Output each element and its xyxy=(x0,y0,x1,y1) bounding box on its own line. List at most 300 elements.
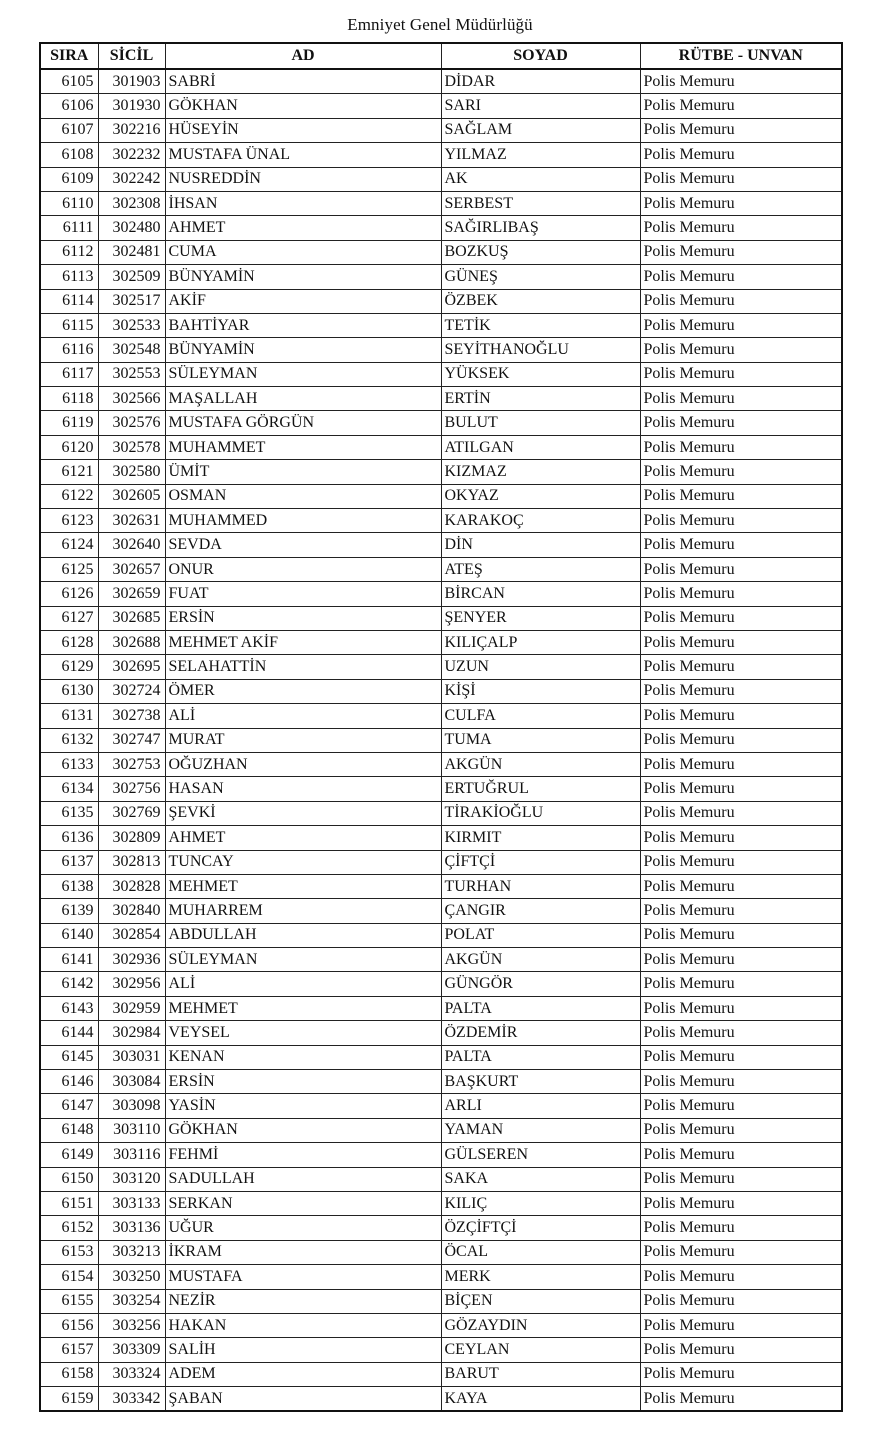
rutbe-unvan-cell: Polis Memuru xyxy=(640,313,842,337)
table-row xyxy=(40,752,842,776)
table-row xyxy=(40,216,842,240)
rutbe-unvan-cell: Polis Memuru xyxy=(640,899,842,923)
table-row xyxy=(40,313,842,337)
sira-cell: 6125 xyxy=(40,557,98,581)
table-row xyxy=(40,533,842,557)
sira-cell: 6141 xyxy=(40,948,98,972)
soyad-cell: GÖZAYDIN xyxy=(441,1313,640,1337)
rutbe-unvan-cell: Polis Memuru xyxy=(640,996,842,1020)
sicil-cell: 303213 xyxy=(98,1240,165,1264)
table-row xyxy=(40,362,842,386)
sira-cell: 6148 xyxy=(40,1118,98,1142)
sicil-cell: 302533 xyxy=(98,313,165,337)
ad-cell: GÖKHAN xyxy=(165,1118,441,1142)
ad-cell: MUHARREM xyxy=(165,899,441,923)
ad-cell: HASAN xyxy=(165,777,441,801)
ad-cell: ÜMİT xyxy=(165,460,441,484)
sira-cell: 6158 xyxy=(40,1362,98,1386)
rutbe-unvan-cell: Polis Memuru xyxy=(640,143,842,167)
table-row xyxy=(40,1118,842,1142)
ad-cell: UĞUR xyxy=(165,1216,441,1240)
sicil-cell: 303133 xyxy=(98,1191,165,1215)
ad-cell: SABRİ xyxy=(165,69,441,94)
table-row xyxy=(40,704,842,728)
table-row xyxy=(40,948,842,972)
rutbe-unvan-cell: Polis Memuru xyxy=(640,948,842,972)
table-row xyxy=(40,118,842,142)
rutbe-unvan-cell: Polis Memuru xyxy=(640,1216,842,1240)
soyad-cell: SAĞIRLIBAŞ xyxy=(441,216,640,240)
sicil-cell: 302605 xyxy=(98,484,165,508)
rutbe-unvan-cell: Polis Memuru xyxy=(640,704,842,728)
sicil-cell: 303254 xyxy=(98,1289,165,1313)
table-row xyxy=(40,411,842,435)
ad-cell: AHMET xyxy=(165,826,441,850)
table-row xyxy=(40,460,842,484)
sira-cell: 6111 xyxy=(40,216,98,240)
table-row xyxy=(40,850,842,874)
sira-cell: 6133 xyxy=(40,752,98,776)
sira-cell: 6155 xyxy=(40,1289,98,1313)
ad-cell: ALİ xyxy=(165,704,441,728)
soyad-cell: KIRMIT xyxy=(441,826,640,850)
sicil-cell: 302688 xyxy=(98,630,165,654)
table-row xyxy=(40,1240,842,1264)
table-row xyxy=(40,1289,842,1313)
ad-cell: VEYSEL xyxy=(165,1021,441,1045)
rutbe-unvan-cell: Polis Memuru xyxy=(640,801,842,825)
sira-cell: 6118 xyxy=(40,387,98,411)
table-row xyxy=(40,1094,842,1118)
table-row xyxy=(40,1313,842,1337)
sicil-cell: 302959 xyxy=(98,996,165,1020)
ad-cell: YASİN xyxy=(165,1094,441,1118)
table-row xyxy=(40,1070,842,1094)
sira-cell: 6132 xyxy=(40,728,98,752)
rutbe-unvan-cell: Polis Memuru xyxy=(640,533,842,557)
sira-cell: 6139 xyxy=(40,899,98,923)
sira-cell: 6147 xyxy=(40,1094,98,1118)
sira-cell: 6110 xyxy=(40,191,98,215)
sicil-cell: 302813 xyxy=(98,850,165,874)
ad-cell: ŞABAN xyxy=(165,1387,441,1412)
sira-cell: 6135 xyxy=(40,801,98,825)
sicil-cell: 302631 xyxy=(98,509,165,533)
sicil-cell: 303256 xyxy=(98,1313,165,1337)
table-row xyxy=(40,1167,842,1191)
sicil-cell: 302548 xyxy=(98,338,165,362)
ad-cell: MUSTAFA xyxy=(165,1265,441,1289)
table-row xyxy=(40,143,842,167)
sira-cell: 6123 xyxy=(40,509,98,533)
ad-cell: SELAHATTİN xyxy=(165,655,441,679)
rutbe-unvan-cell: Polis Memuru xyxy=(640,411,842,435)
rutbe-unvan-cell: Polis Memuru xyxy=(640,1338,842,1362)
ad-cell: SADULLAH xyxy=(165,1167,441,1191)
rutbe-unvan-cell: Polis Memuru xyxy=(640,728,842,752)
sira-cell: 6146 xyxy=(40,1070,98,1094)
soyad-cell: UZUN xyxy=(441,655,640,679)
soyad-cell: AKGÜN xyxy=(441,948,640,972)
sira-cell: 6136 xyxy=(40,826,98,850)
soyad-cell: SAKA xyxy=(441,1167,640,1191)
sicil-cell: 302840 xyxy=(98,899,165,923)
sira-cell: 6151 xyxy=(40,1191,98,1215)
table-row xyxy=(40,1338,842,1362)
sicil-cell: 303110 xyxy=(98,1118,165,1142)
table-body xyxy=(40,69,842,1411)
sicil-cell: 302308 xyxy=(98,191,165,215)
soyad-cell: ÇİFTÇİ xyxy=(441,850,640,874)
soyad-cell: MERK xyxy=(441,1265,640,1289)
sira-cell: 6140 xyxy=(40,923,98,947)
table-row xyxy=(40,777,842,801)
ad-cell: MEHMET xyxy=(165,874,441,898)
table-row xyxy=(40,94,842,118)
document-title: Emniyet Genel Müdürlüğü xyxy=(347,15,533,34)
ad-cell: MUSTAFA ÜNAL xyxy=(165,143,441,167)
sicil-cell: 303116 xyxy=(98,1143,165,1167)
table-row xyxy=(40,509,842,533)
sira-cell: 6157 xyxy=(40,1338,98,1362)
soyad-cell: KILIÇ xyxy=(441,1191,640,1215)
rutbe-unvan-cell: Polis Memuru xyxy=(640,338,842,362)
rutbe-unvan-cell: Polis Memuru xyxy=(640,265,842,289)
rutbe-unvan-cell: Polis Memuru xyxy=(640,582,842,606)
ad-cell: MUSTAFA GÖRGÜN xyxy=(165,411,441,435)
sira-cell: 6152 xyxy=(40,1216,98,1240)
soyad-cell: DİDAR xyxy=(441,69,640,94)
ad-cell: KENAN xyxy=(165,1045,441,1069)
soyad-cell: ŞENYER xyxy=(441,606,640,630)
rutbe-unvan-cell: Polis Memuru xyxy=(640,850,842,874)
ad-cell: ALİ xyxy=(165,972,441,996)
soyad-cell: ATEŞ xyxy=(441,557,640,581)
ad-cell: ABDULLAH xyxy=(165,923,441,947)
table-row xyxy=(40,1387,842,1412)
sira-cell: 6153 xyxy=(40,1240,98,1264)
ad-cell: SÜLEYMAN xyxy=(165,362,441,386)
sicil-cell: 302854 xyxy=(98,923,165,947)
table-row xyxy=(40,265,842,289)
rutbe-unvan-cell: Polis Memuru xyxy=(640,826,842,850)
soyad-cell: GÜNEŞ xyxy=(441,265,640,289)
soyad-cell: YAMAN xyxy=(441,1118,640,1142)
ad-cell: MUHAMMED xyxy=(165,509,441,533)
ad-cell: ADEM xyxy=(165,1362,441,1386)
ad-cell: GÖKHAN xyxy=(165,94,441,118)
rutbe-unvan-cell: Polis Memuru xyxy=(640,167,842,191)
soyad-cell: POLAT xyxy=(441,923,640,947)
rutbe-unvan-cell: Polis Memuru xyxy=(640,1387,842,1412)
table-row xyxy=(40,582,842,606)
sira-cell: 6113 xyxy=(40,265,98,289)
soyad-cell: PALTA xyxy=(441,996,640,1020)
table-row xyxy=(40,899,842,923)
ad-cell: SÜLEYMAN xyxy=(165,948,441,972)
rutbe-unvan-cell: Polis Memuru xyxy=(640,1070,842,1094)
ad-cell: İKRAM xyxy=(165,1240,441,1264)
sira-cell: 6114 xyxy=(40,289,98,313)
rutbe-unvan-cell: Polis Memuru xyxy=(640,509,842,533)
ad-cell: CUMA xyxy=(165,240,441,264)
sira-cell: 6138 xyxy=(40,874,98,898)
sicil-cell: 302509 xyxy=(98,265,165,289)
ad-cell: AKİF xyxy=(165,289,441,313)
table-row xyxy=(40,1265,842,1289)
ad-cell: ÖMER xyxy=(165,679,441,703)
soyad-cell: SAĞLAM xyxy=(441,118,640,142)
sira-cell: 6107 xyxy=(40,118,98,142)
soyad-cell: BULUT xyxy=(441,411,640,435)
header-sicil: SİCİL xyxy=(98,43,165,69)
ad-cell: BÜNYAMİN xyxy=(165,265,441,289)
rutbe-unvan-cell: Polis Memuru xyxy=(640,1118,842,1142)
ad-cell: FUAT xyxy=(165,582,441,606)
soyad-cell: ERTİN xyxy=(441,387,640,411)
rutbe-unvan-cell: Polis Memuru xyxy=(640,1362,842,1386)
sicil-cell: 302659 xyxy=(98,582,165,606)
personnel-table xyxy=(39,42,843,1412)
table-row xyxy=(40,728,842,752)
rutbe-unvan-cell: Polis Memuru xyxy=(640,484,842,508)
sira-cell: 6109 xyxy=(40,167,98,191)
header-sira: SIRA xyxy=(40,43,98,69)
sira-cell: 6150 xyxy=(40,1167,98,1191)
sira-cell: 6120 xyxy=(40,435,98,459)
rutbe-unvan-cell: Polis Memuru xyxy=(640,655,842,679)
soyad-cell: SEYİTHANOĞLU xyxy=(441,338,640,362)
ad-cell: ERSİN xyxy=(165,1070,441,1094)
sira-cell: 6106 xyxy=(40,94,98,118)
soyad-cell: CEYLAN xyxy=(441,1338,640,1362)
sicil-cell: 302984 xyxy=(98,1021,165,1045)
soyad-cell: KARAKOÇ xyxy=(441,509,640,533)
rutbe-unvan-cell: Polis Memuru xyxy=(640,240,842,264)
soyad-cell: KILIÇALP xyxy=(441,630,640,654)
table-row xyxy=(40,996,842,1020)
sira-cell: 6143 xyxy=(40,996,98,1020)
rutbe-unvan-cell: Polis Memuru xyxy=(640,435,842,459)
sira-cell: 6159 xyxy=(40,1387,98,1412)
soyad-cell: KIZMAZ xyxy=(441,460,640,484)
sira-cell: 6119 xyxy=(40,411,98,435)
sicil-cell: 302756 xyxy=(98,777,165,801)
rutbe-unvan-cell: Polis Memuru xyxy=(640,1021,842,1045)
sira-cell: 6108 xyxy=(40,143,98,167)
soyad-cell: TURHAN xyxy=(441,874,640,898)
sira-cell: 6124 xyxy=(40,533,98,557)
sira-cell: 6144 xyxy=(40,1021,98,1045)
soyad-cell: AK xyxy=(441,167,640,191)
table-row xyxy=(40,1021,842,1045)
sicil-cell: 302738 xyxy=(98,704,165,728)
ad-cell: NEZİR xyxy=(165,1289,441,1313)
rutbe-unvan-cell: Polis Memuru xyxy=(640,874,842,898)
soyad-cell: ARLI xyxy=(441,1094,640,1118)
table-row xyxy=(40,484,842,508)
sicil-cell: 303342 xyxy=(98,1387,165,1412)
table-row xyxy=(40,1362,842,1386)
table-row xyxy=(40,1143,842,1167)
sicil-cell: 302769 xyxy=(98,801,165,825)
sicil-cell: 302753 xyxy=(98,752,165,776)
sicil-cell: 303120 xyxy=(98,1167,165,1191)
rutbe-unvan-cell: Polis Memuru xyxy=(640,1167,842,1191)
ad-cell: SERKAN xyxy=(165,1191,441,1215)
sicil-cell: 302576 xyxy=(98,411,165,435)
rutbe-unvan-cell: Polis Memuru xyxy=(640,972,842,996)
sicil-cell: 302640 xyxy=(98,533,165,557)
sicil-cell: 302809 xyxy=(98,826,165,850)
soyad-cell: ÖZDEMİR xyxy=(441,1021,640,1045)
sicil-cell: 302747 xyxy=(98,728,165,752)
rutbe-unvan-cell: Polis Memuru xyxy=(640,630,842,654)
ad-cell: MUHAMMET xyxy=(165,435,441,459)
table-row xyxy=(40,606,842,630)
soyad-cell: ÖZÇİFTÇİ xyxy=(441,1216,640,1240)
rutbe-unvan-cell: Polis Memuru xyxy=(640,679,842,703)
rutbe-unvan-cell: Polis Memuru xyxy=(640,1143,842,1167)
sira-cell: 6128 xyxy=(40,630,98,654)
ad-cell: MEHMET xyxy=(165,996,441,1020)
soyad-cell: TETİK xyxy=(441,313,640,337)
soyad-cell: KİŞİ xyxy=(441,679,640,703)
sicil-cell: 302828 xyxy=(98,874,165,898)
table-row xyxy=(40,387,842,411)
rutbe-unvan-cell: Polis Memuru xyxy=(640,216,842,240)
ad-cell: SALİH xyxy=(165,1338,441,1362)
sicil-cell: 302566 xyxy=(98,387,165,411)
table-row xyxy=(40,1191,842,1215)
ad-cell: ŞEVKİ xyxy=(165,801,441,825)
table-row xyxy=(40,679,842,703)
soyad-cell: TİRAKİOĞLU xyxy=(441,801,640,825)
soyad-cell: GÜLSEREN xyxy=(441,1143,640,1167)
sicil-cell: 302578 xyxy=(98,435,165,459)
table-row xyxy=(40,826,842,850)
sicil-cell: 301903 xyxy=(98,69,165,94)
sicil-cell: 302242 xyxy=(98,167,165,191)
sira-cell: 6134 xyxy=(40,777,98,801)
ad-cell: NUSREDDİN xyxy=(165,167,441,191)
sira-cell: 6142 xyxy=(40,972,98,996)
header-soyad: SOYAD xyxy=(441,43,640,69)
sira-cell: 6105 xyxy=(40,69,98,94)
table-row xyxy=(40,655,842,679)
table-header-row xyxy=(40,43,842,69)
ad-cell: ONUR xyxy=(165,557,441,581)
rutbe-unvan-cell: Polis Memuru xyxy=(640,1240,842,1264)
sicil-cell: 302480 xyxy=(98,216,165,240)
table-row xyxy=(40,874,842,898)
sicil-cell: 303098 xyxy=(98,1094,165,1118)
rutbe-unvan-cell: Polis Memuru xyxy=(640,1045,842,1069)
rutbe-unvan-cell: Polis Memuru xyxy=(640,362,842,386)
sira-cell: 6121 xyxy=(40,460,98,484)
table-row xyxy=(40,289,842,313)
soyad-cell: SERBEST xyxy=(441,191,640,215)
sicil-cell: 302685 xyxy=(98,606,165,630)
ad-cell: MEHMET AKİF xyxy=(165,630,441,654)
soyad-cell: YILMAZ xyxy=(441,143,640,167)
table-row xyxy=(40,69,842,94)
sira-cell: 6126 xyxy=(40,582,98,606)
ad-cell: BÜNYAMİN xyxy=(165,338,441,362)
ad-cell: HÜSEYİN xyxy=(165,118,441,142)
sicil-cell: 302481 xyxy=(98,240,165,264)
sicil-cell: 303309 xyxy=(98,1338,165,1362)
ad-cell: HAKAN xyxy=(165,1313,441,1337)
sira-cell: 6149 xyxy=(40,1143,98,1167)
sicil-cell: 302936 xyxy=(98,948,165,972)
soyad-cell: BAŞKURT xyxy=(441,1070,640,1094)
rutbe-unvan-cell: Polis Memuru xyxy=(640,387,842,411)
sira-cell: 6127 xyxy=(40,606,98,630)
ad-cell: İHSAN xyxy=(165,191,441,215)
sicil-cell: 302956 xyxy=(98,972,165,996)
sira-cell: 6115 xyxy=(40,313,98,337)
ad-cell: ERSİN xyxy=(165,606,441,630)
table-row xyxy=(40,923,842,947)
table-row xyxy=(40,191,842,215)
table-row xyxy=(40,630,842,654)
sira-cell: 6131 xyxy=(40,704,98,728)
soyad-cell: ÖZBEK xyxy=(441,289,640,313)
sicil-cell: 302657 xyxy=(98,557,165,581)
sicil-cell: 303084 xyxy=(98,1070,165,1094)
soyad-cell: ÇANGIR xyxy=(441,899,640,923)
sicil-cell: 301930 xyxy=(98,94,165,118)
rutbe-unvan-cell: Polis Memuru xyxy=(640,557,842,581)
rutbe-unvan-cell: Polis Memuru xyxy=(640,1191,842,1215)
sicil-cell: 302517 xyxy=(98,289,165,313)
ad-cell: TUNCAY xyxy=(165,850,441,874)
ad-cell: SEVDA xyxy=(165,533,441,557)
sicil-cell: 303136 xyxy=(98,1216,165,1240)
rutbe-unvan-cell: Polis Memuru xyxy=(640,118,842,142)
soyad-cell: BOZKUŞ xyxy=(441,240,640,264)
sira-cell: 6130 xyxy=(40,679,98,703)
soyad-cell: DİN xyxy=(441,533,640,557)
soyad-cell: TUMA xyxy=(441,728,640,752)
table-row xyxy=(40,240,842,264)
header-ad: AD xyxy=(165,43,441,69)
table-row xyxy=(40,557,842,581)
rutbe-unvan-cell: Polis Memuru xyxy=(640,923,842,947)
sicil-cell: 302695 xyxy=(98,655,165,679)
soyad-cell: AKGÜN xyxy=(441,752,640,776)
sicil-cell: 302216 xyxy=(98,118,165,142)
soyad-cell: KAYA xyxy=(441,1387,640,1412)
soyad-cell: BARUT xyxy=(441,1362,640,1386)
table-row xyxy=(40,435,842,459)
table-row xyxy=(40,338,842,362)
rutbe-unvan-cell: Polis Memuru xyxy=(640,191,842,215)
table-row xyxy=(40,972,842,996)
sira-cell: 6145 xyxy=(40,1045,98,1069)
sira-cell: 6137 xyxy=(40,850,98,874)
rutbe-unvan-cell: Polis Memuru xyxy=(640,94,842,118)
header-rutbe-unvan: RÜTBE - UNVAN xyxy=(640,43,842,69)
sira-cell: 6129 xyxy=(40,655,98,679)
sicil-cell: 302232 xyxy=(98,143,165,167)
sira-cell: 6154 xyxy=(40,1265,98,1289)
ad-cell: BAHTİYAR xyxy=(165,313,441,337)
rutbe-unvan-cell: Polis Memuru xyxy=(640,460,842,484)
rutbe-unvan-cell: Polis Memuru xyxy=(640,777,842,801)
rutbe-unvan-cell: Polis Memuru xyxy=(640,1265,842,1289)
